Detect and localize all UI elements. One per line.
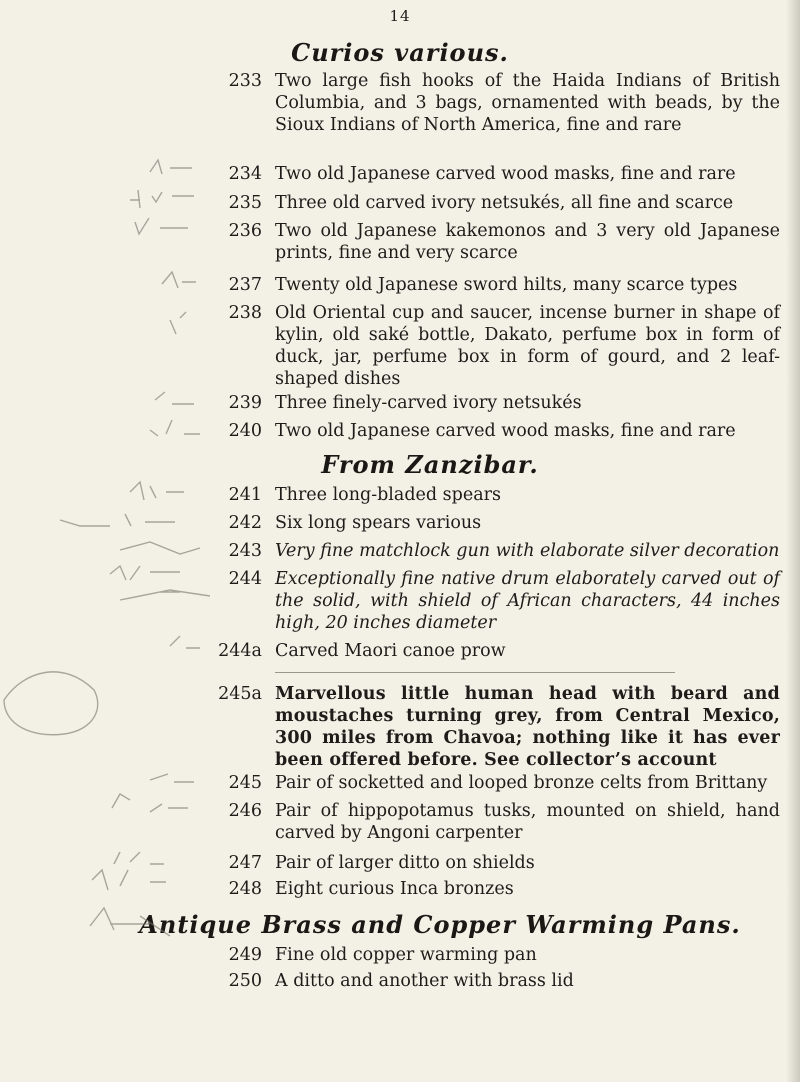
lot-number: 233 — [228, 71, 262, 91]
lot-description: Pair of socketted and looped bronze celts from Brittany — [275, 773, 768, 793]
lot-description: A ditto and another with brass lid — [275, 971, 574, 991]
lot-description: Two old Japanese carved wood masks, fine and rare — [275, 164, 736, 184]
lot-number: 250 — [228, 971, 262, 991]
lot-description: Three old carved ivory netsukés, all fine and scarce — [275, 193, 734, 213]
lot-description: Six long spears various — [275, 513, 482, 533]
lot-description: Pair of hippopotamus tusks, mounted on shield, hand carved by Angoni carpenter — [275, 801, 780, 843]
pencil-annotations — [0, 0, 210, 1082]
lot-number: 247 — [228, 853, 262, 873]
lot-description: Old Oriental cup and saucer, incense burner in shape of kylin, old saké bottle, Dakato, perfume box in form of duck, jar, perfume box in form of gourd, and 2 leaf-shaped dishes — [275, 303, 780, 389]
lot-number: 242 — [228, 513, 262, 533]
lot-description: Two old Japanese kakemonos and 3 very old Japanese prints, fine and very scarce — [275, 221, 780, 263]
lot-description: Eight curious Inca bronzes — [275, 879, 514, 899]
lot-number: 243 — [228, 541, 262, 561]
lot-number: 236 — [228, 221, 262, 241]
lot-description: Marvellous little human head with beard and moustaches turning grey, from Central Mexico, 300 miles from Chavoa; nothing like it has ever been offered before. See collector’s account — [275, 684, 780, 770]
lot-description: Carved Maori canoe prow — [275, 641, 506, 661]
lot-description: Very fine matchlock gun with elaborate silver decoration — [275, 541, 780, 561]
lot-description: Three long-bladed spears — [275, 485, 501, 505]
section-heading-warming-pans: Antique Brass and Copper Warming Pans. — [139, 910, 741, 939]
lot-number: 234 — [228, 164, 262, 184]
lot-number: 244a — [218, 641, 262, 661]
lot-description: Two large fish hooks of the Haida Indians of British Columbia, and 3 bags, ornamented with beads, by the Sioux Indians of North America, fine and rare — [275, 71, 780, 135]
page-edge — [786, 0, 800, 1082]
lot-number: 244 — [228, 569, 262, 589]
lot-description: Two old Japanese carved wood masks, fine and rare — [275, 421, 736, 441]
lot-number: 239 — [228, 393, 262, 413]
lot-number: 238 — [228, 303, 262, 323]
lot-number: 245a — [218, 684, 262, 704]
lot-number: 240 — [228, 421, 262, 441]
lot-number: 246 — [228, 801, 262, 821]
lot-number: 248 — [228, 879, 262, 899]
divider — [275, 672, 675, 673]
page-number: 14 — [389, 7, 411, 25]
lot-number: 249 — [228, 945, 262, 965]
lot-description: Fine old copper warming pan — [275, 945, 537, 965]
section-heading-curios: Curios various. — [291, 38, 509, 67]
section-heading-zanzibar: From Zanzibar. — [321, 450, 539, 479]
lot-description: Exceptionally fine native drum elaborately carved out of the solid, with shield of African characters, 44 inches high, 20 inches diameter — [275, 569, 780, 633]
lot-number: 245 — [228, 773, 262, 793]
lot-description: Three finely-carved ivory netsukés — [275, 393, 582, 413]
lot-number: 237 — [228, 275, 262, 295]
lot-number: 241 — [228, 485, 262, 505]
lot-description: Twenty old Japanese sword hilts, many scarce types — [275, 275, 738, 295]
lot-description: Pair of larger ditto on shields — [275, 853, 535, 873]
lot-number: 235 — [228, 193, 262, 213]
